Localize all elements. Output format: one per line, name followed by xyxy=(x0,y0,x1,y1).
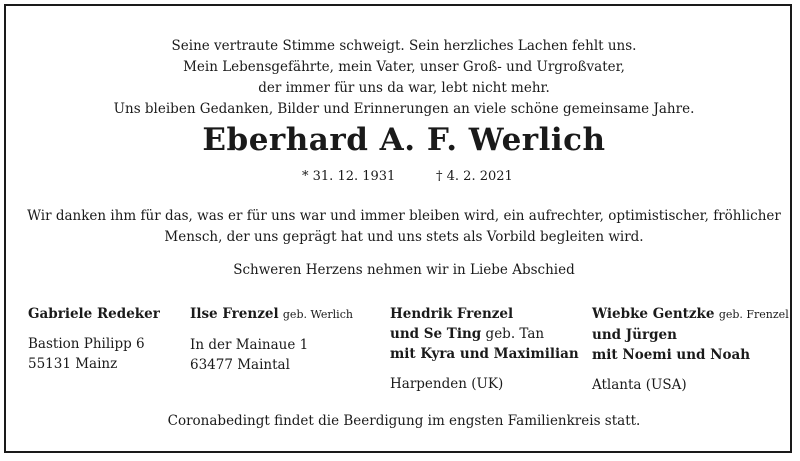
farewell-text: Schweren Herzens nehmen wir in Liebe Abschied xyxy=(233,262,575,278)
mourner-partner: und Jürgen xyxy=(592,327,677,343)
thanks-text xyxy=(6,206,800,248)
mourner-place: Harpenden (UK) xyxy=(390,376,504,392)
mourner-3 xyxy=(390,304,579,394)
poem-line: Seine vertraute Stimme schweigt. Sein herzliches Lachen fehlt uns. xyxy=(171,38,637,54)
poem xyxy=(6,36,800,120)
poem-line: Mein Lebensgefährte, mein Vater, unser Groß- und Urgroßvater, xyxy=(183,59,625,75)
mourner-street: Bastion Philipp 6 xyxy=(28,336,145,352)
mourner-name: Hendrik Frenzel xyxy=(390,306,514,322)
mourner-name: Wiebke Gentzke xyxy=(592,306,715,322)
deceased-name: Eberhard A. F. Werlich xyxy=(202,122,606,158)
mourner-partner: und Se Ting xyxy=(390,326,482,342)
mourner-partner-birth-name: geb. Tan xyxy=(485,326,545,342)
funeral-notice: Coronabedingt findet die Beerdigung im engsten Familienkreis statt. xyxy=(167,413,641,429)
mourner-city: 55131 Mainz xyxy=(28,356,118,372)
poem-line: Uns bleiben Gedanken, Bilder und Erinnerungen an viele schöne gemeinsame Jahre. xyxy=(113,101,695,117)
mourner-1 xyxy=(28,304,160,374)
birth-date: * 31. 12. 1931 xyxy=(302,169,396,184)
thanks-line: Wir danken ihm für das, was er für uns war und immer bleiben wird, ein aufrechter, optimistischer, fröhlicher xyxy=(27,208,781,224)
mourner-city: 63477 Maintal xyxy=(190,357,290,373)
death-date: † 4. 2. 2021 xyxy=(436,169,513,184)
mourner-birth-name: geb. Werlich xyxy=(282,308,353,321)
mourner-children: mit Noemi und Noah xyxy=(592,347,751,363)
obituary-frame xyxy=(4,4,792,453)
mourner-children: mit Kyra und Maximilian xyxy=(390,346,579,362)
poem-line: der immer für uns da war, lebt nicht mehr. xyxy=(258,80,550,96)
mourner-name: Gabriele Redeker xyxy=(28,306,160,322)
mourner-birth-name: geb. Frenzel xyxy=(718,308,789,321)
mourner-4 xyxy=(592,304,789,395)
mourner-street: In der Mainaue 1 xyxy=(190,337,309,353)
mourner-place: Atlanta (USA) xyxy=(592,377,687,393)
mourner-2 xyxy=(190,304,353,375)
mourner-name: Ilse Frenzel xyxy=(190,306,279,322)
thanks-line: Mensch, der uns geprägt hat und uns stets als Vorbild begleiten wird. xyxy=(164,229,644,245)
